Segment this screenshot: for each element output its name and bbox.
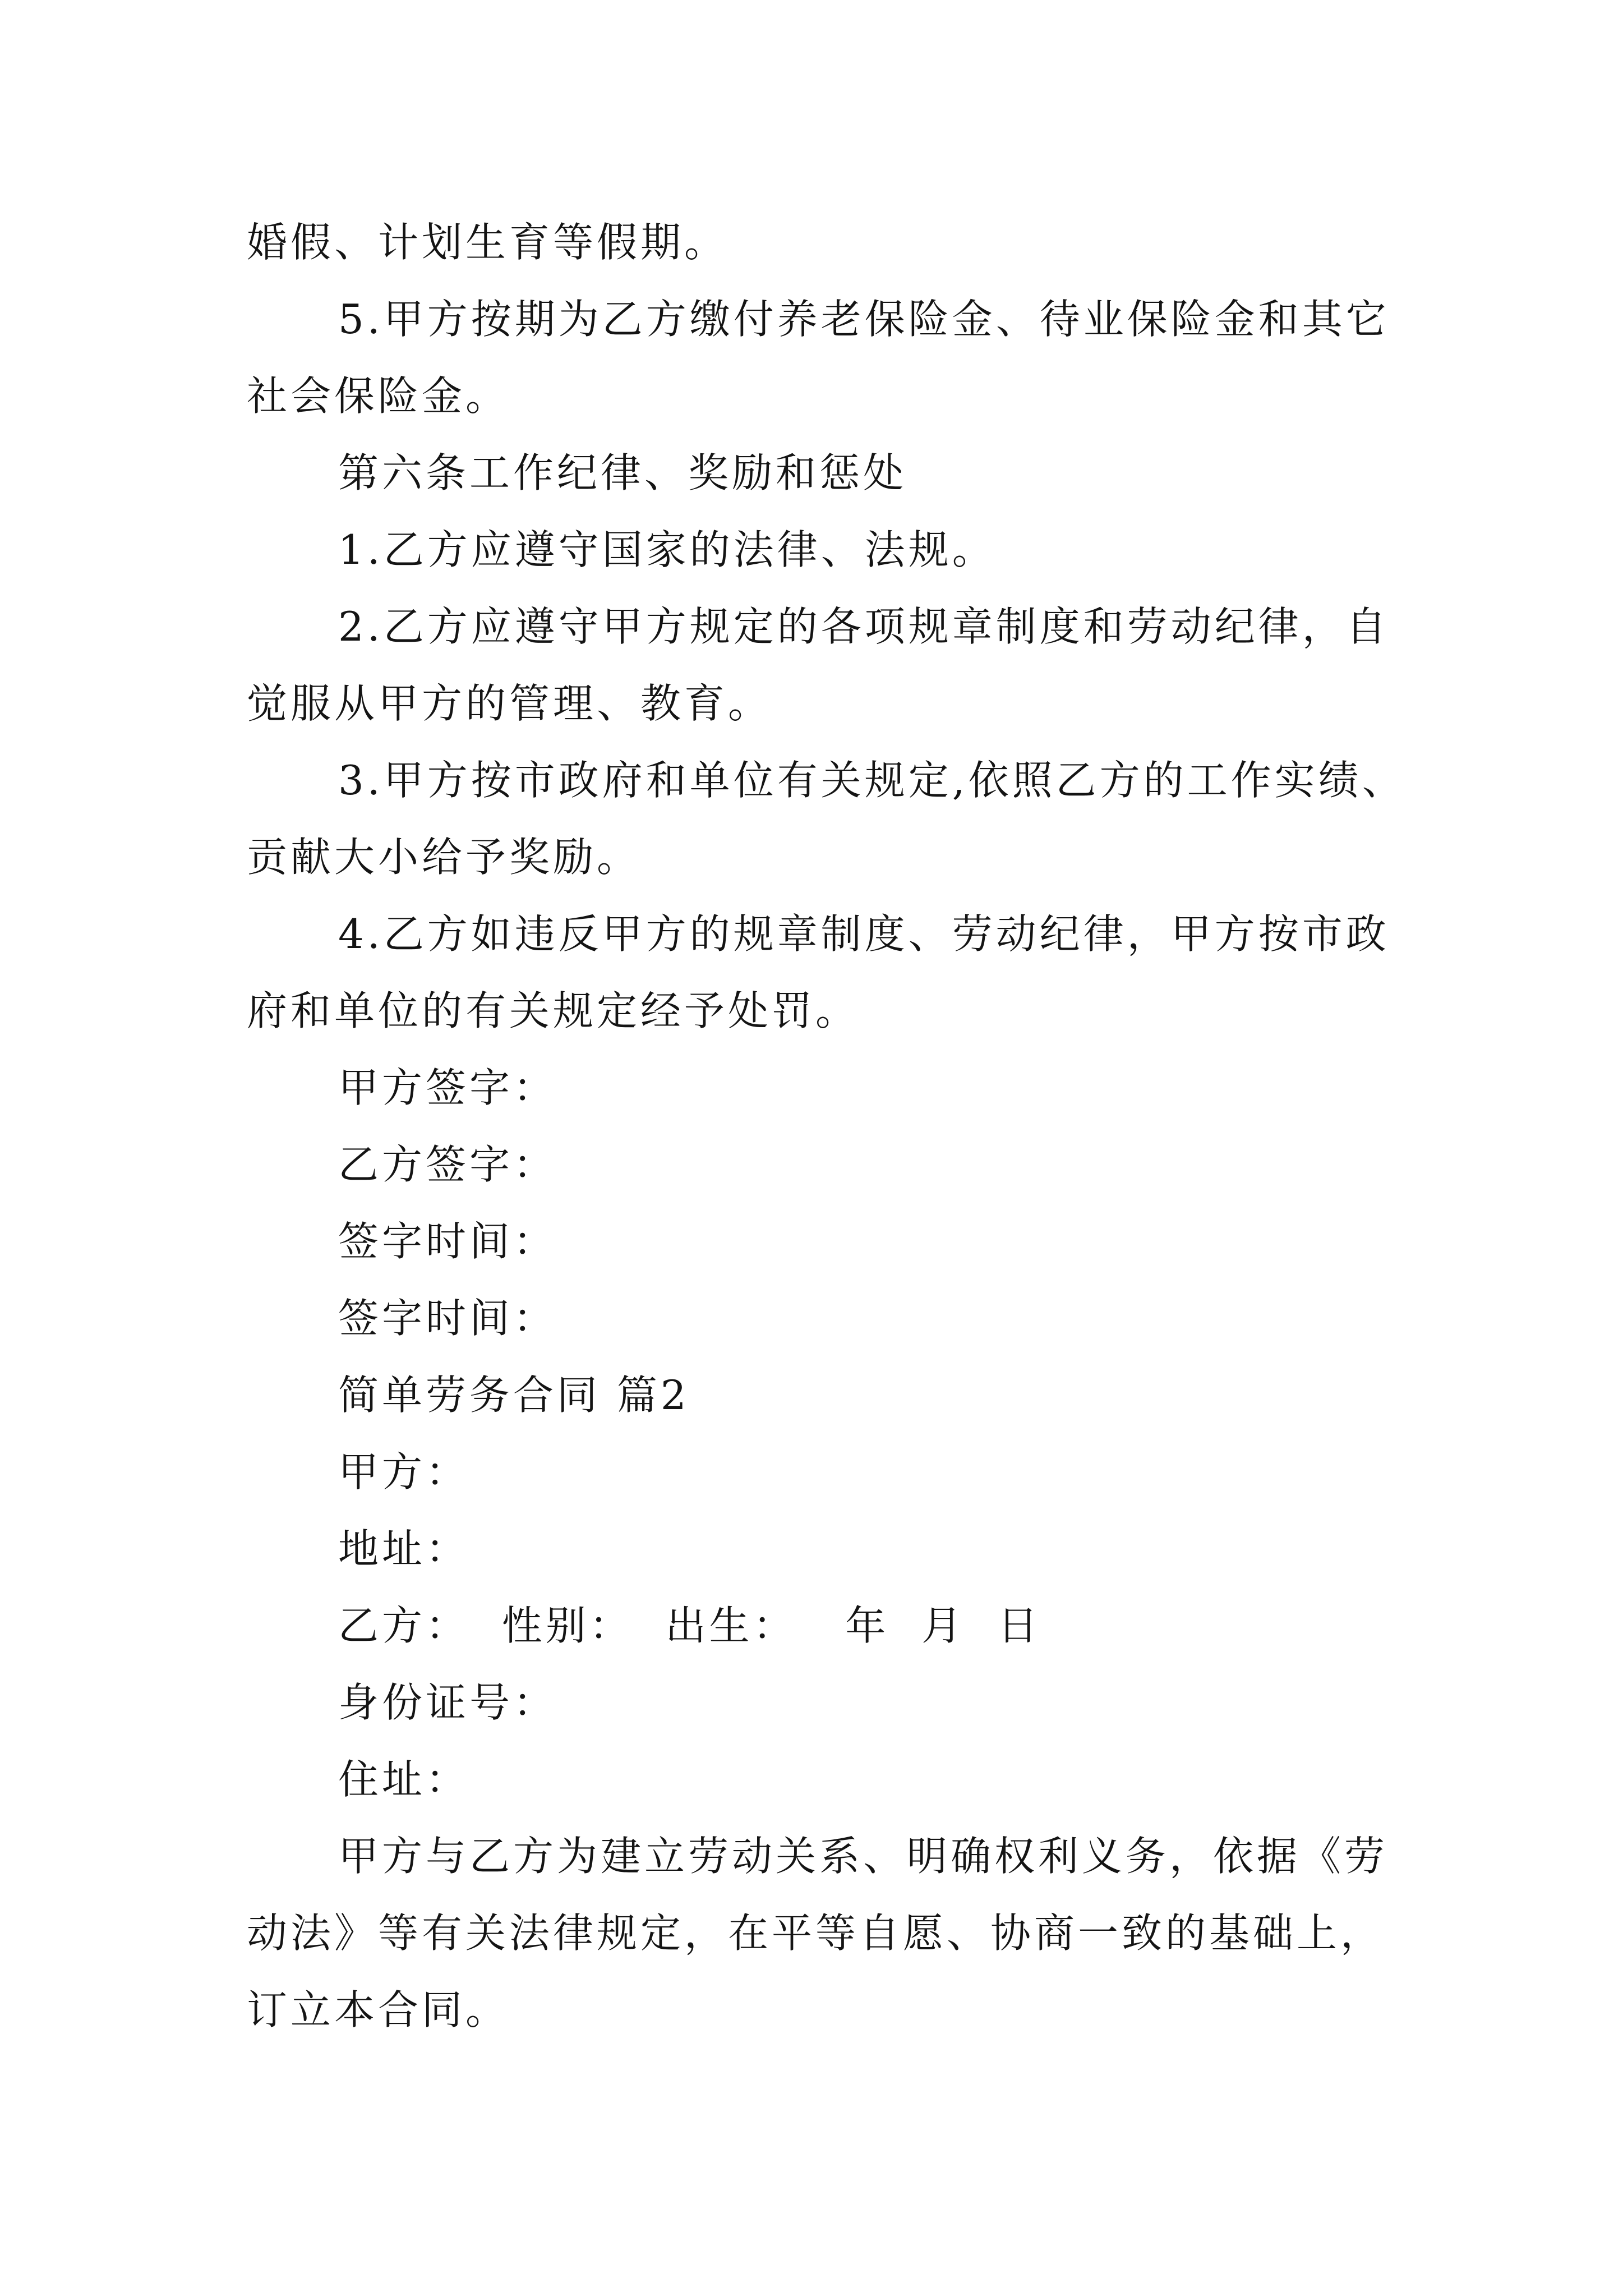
contract-title [247,1357,1447,1434]
paragraph-line: 签字时间： [338,1218,557,1265]
paragraph-line: 贡献大小给予奖励。 [247,834,641,881]
paragraph-line: 社会保险金。 [247,372,510,420]
paragraph-line: 5.甲方按期为乙方缴付养老保险金、待业保险金和其它 [338,296,1390,343]
party-a-field [247,1434,1447,1511]
paragraph-line: 地址： [338,1525,470,1572]
paragraph-line: 乙方： 性别： 出生： 年 月 日 [338,1602,1041,1649]
clause-5-social-insurance [247,281,1447,435]
signature-party-a [247,1050,1447,1126]
paragraph-line: 简单劳务合同 篇2 [338,1372,690,1419]
party-b-info-field [247,1588,1447,1664]
clause-1-law [247,512,1447,588]
article-six-heading [247,435,1447,512]
preamble-paragraph [247,1818,1447,2049]
paragraph-line: 2.乙方应遵守甲方规定的各项规章制度和劳动纪律，自 [338,603,1390,650]
paragraph-line: 甲方与乙方为建立劳动关系、明确权利义务，依据《劳 [338,1833,1389,1880]
paragraph-line: 甲方签字： [338,1064,557,1111]
residence-field [247,1741,1447,1818]
paragraph-line: 动法》等有关法律规定，在平等自愿、协商一致的基础上， [247,1910,1385,1957]
paragraph-line: 乙方签字： [338,1141,557,1188]
paragraph-line: 第六条工作纪律、奖励和惩处 [338,449,907,496]
paragraph-line: 身份证号： [338,1679,557,1726]
clause-3-rewards [247,742,1447,896]
paragraph-line: 住址： [338,1756,470,1803]
signature-date [247,1203,1447,1280]
address-field [247,1511,1447,1588]
paragraph-line: 觉服从甲方的管理、教育。 [247,680,772,727]
paragraph-line: 甲方： [338,1448,470,1496]
signature-date [247,1280,1447,1357]
document-page [247,204,1447,2049]
paragraph-line: 订立本合同。 [247,1986,510,2033]
paragraph-line: 4.乙方如违反甲方的规章制度、劳动纪律，甲方按市政 [338,910,1390,958]
paragraph-line: 婚假、计划生育等假期。 [247,219,728,266]
clause-4-penalties [247,896,1447,1050]
paragraph-line: 签字时间： [338,1295,557,1342]
id-number-field [247,1664,1447,1741]
continued-paragraph [247,204,1447,281]
paragraph-line: 3.甲方按市政府和单位有关规定,依照乙方的工作实绩、 [338,757,1406,804]
paragraph-line: 1.乙方应遵守国家的法律、法规。 [338,526,996,573]
paragraph-line: 府和单位的有关规定经予处罚。 [247,987,860,1034]
clause-2-rules [247,588,1447,742]
signature-party-b [247,1126,1447,1203]
